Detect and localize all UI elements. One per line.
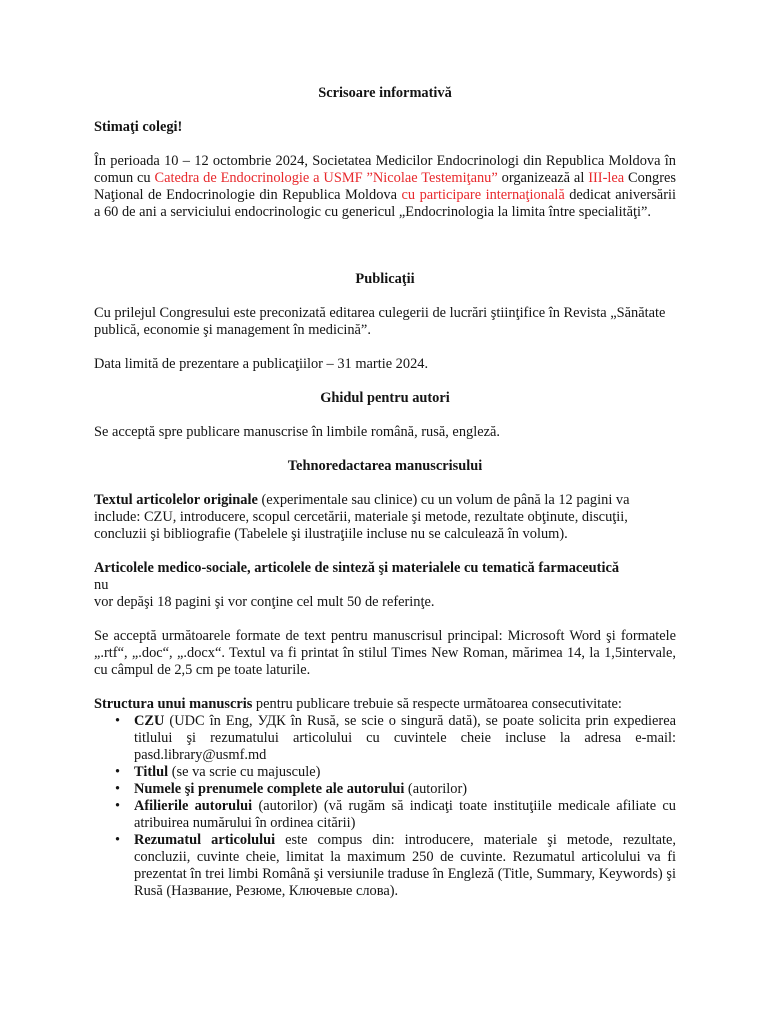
editing-heading: Tehnoredactarea manuscrisului (287, 458, 483, 474)
bullet-icon: • (115, 781, 121, 797)
social-articles-paragraph (94, 560, 676, 611)
guide-languages: Se acceptă spre publicare manuscrise în limbile română, rusă, engleză. (94, 424, 500, 440)
list-item-text: (autorilor) (vă rugăm să indicaţi toate instituţiile medicale afiliate cu atribuirea numărului în ordinea citării) (134, 798, 676, 831)
intro-text-2: organizează al (497, 170, 589, 186)
greeting: Stimaţi colegi! (94, 119, 183, 135)
document-title: Scrisoare informativă (318, 85, 452, 101)
original-articles-label: Textul articolelor originale (94, 492, 258, 508)
intro-red-edition: III-lea (588, 170, 625, 186)
structure-list (115, 713, 676, 900)
list-item (115, 832, 676, 900)
document-page (94, 85, 676, 900)
structure-paragraph (94, 696, 676, 713)
list-item-label: Numele şi prenumele complete ale autorului (134, 781, 405, 797)
bullet-icon: • (115, 713, 121, 729)
intro-text-3: Congres Naţional de Endocrinologie din Republica Moldova (94, 170, 676, 203)
publications-heading: Publicaţii (355, 271, 415, 287)
intro-text-4: dedicat aniversării a 60 de ani a serviciului endocrinologic cu genericul „Endocrinologia la limita între specialităţi”. (94, 187, 676, 220)
list-item (115, 781, 676, 798)
intro-red-department: Catedra de Endocrinologie a USMF ”Nicolae Testemiţanu” (154, 170, 498, 186)
structure-label: Structura unui manuscris (94, 696, 253, 712)
publications-text: Cu prilejul Congresului este preconizată editarea culegerii de lucrări ştiinţifice în Revista „Sănătate publică, economie şi management în medicină”. (94, 305, 666, 338)
bullet-icon: • (115, 798, 121, 814)
list-item (115, 713, 676, 764)
list-item (115, 764, 676, 781)
intro-text-1: În perioada 10 – 12 octombrie 2024, Societatea Medicilor Endocrinologi din Republica Moldova în comun cu (94, 153, 676, 186)
list-item-text: este compus din: introducere, materiale şi metode, rezultate, concluzii, cuvinte cheie, limitat la maximum 250 de cuvinte. Rezumatul articolului va fi prezentat în trei limbi Română şi versiunile traduse în Engleză (Title, Summary, Keywords) şi Rusă (Название, Резюме, Ключевые слова). (134, 832, 676, 899)
guide-heading: Ghidul pentru autori (320, 390, 450, 406)
formats-paragraph: Se acceptă următoarele formate de text pentru manuscrisul principal: Microsoft Word şi formatele „.rtf“, „.doc“, „.docx“. Textul va fi printat în stilul Times New Roman, mărimea 14, la 1,5intervale, cu câmpul de 2,5 cm pe toate laturile. (94, 628, 676, 678)
original-articles-paragraph (94, 492, 676, 543)
list-item-label: Rezumatul articolului (134, 832, 276, 848)
list-item-label: CZU (134, 713, 165, 729)
intro-red-international: cu participare internaţională (401, 187, 565, 203)
list-item-text: (se va scrie cu majuscule) (168, 764, 321, 780)
publications-deadline: Data limită de prezentare a publicaţiilor – 31 martie 2024. (94, 356, 429, 372)
list-item-label: Titlul (134, 764, 169, 780)
social-articles-label: Articolele medico-sociale, articolele de sinteză şi materialele cu tematică farmaceutică (94, 560, 620, 576)
list-item-text: (autorilor) (404, 781, 468, 797)
structure-text: pentru publicare trebuie să respecte următoarea consecutivitate: (252, 696, 622, 712)
list-item-label: Afilierile autorului (134, 798, 253, 814)
intro-paragraph (94, 153, 676, 221)
social-articles-text: vor depăşi 18 pagini şi vor conţine cel mult 50 de referinţe. (94, 594, 435, 610)
bullet-icon: • (115, 832, 121, 848)
list-item (115, 798, 676, 832)
original-articles-text: (experimentale sau clinice) cu un volum de până la 12 pagini va include: CZU, introducere, scopul cercetării, materiale şi metode, rezultate obţinute, discuţii, concluzii şi bibliografie (Tabelele şi ilustraţiile incluse nu se calculează în volum). (94, 492, 630, 542)
social-articles-nu: nu (94, 577, 109, 593)
bullet-icon: • (115, 764, 121, 780)
list-item-text: (UDC în Eng, УДК în Rusă, se scie o singură dată), se poate solicita prin expedierea titlului şi rezumatului articolului cu cuvintele cheie incluse la adresa e-mail: pasd.library@usmf.md (134, 713, 676, 763)
